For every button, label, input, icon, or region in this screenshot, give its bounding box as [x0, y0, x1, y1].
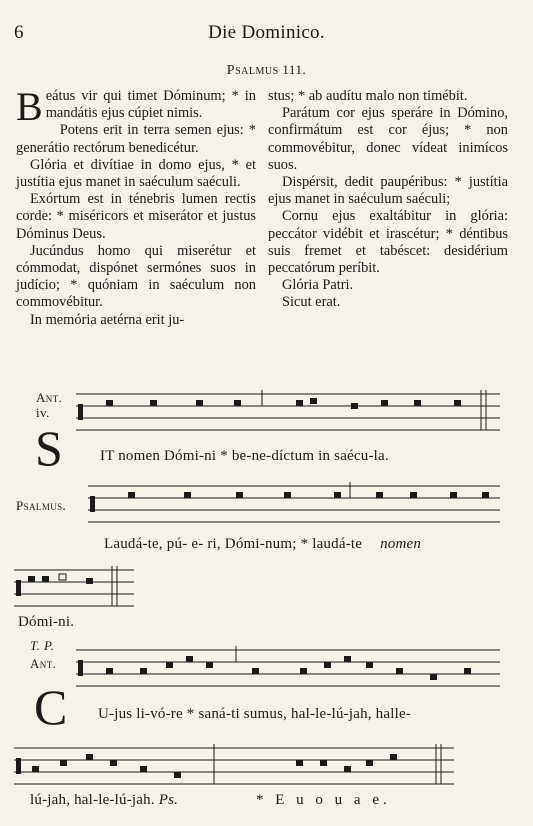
antiphon2-initial: C [34, 679, 68, 735]
drop-cap: B [16, 84, 43, 129]
verse-7: Parátum cor ejus speráre in Dómino, confirmátum est cor éjus; * non commovébitur, donec vídeat inimícos suos. [268, 105, 508, 173]
antiphon-lyrics: IT nomen Dómi-ni * be-ne-díctum in saécu-la. [100, 448, 389, 464]
verse-6: In memória aetérna erit ju- [30, 311, 185, 328]
psalm-tone-lyrics: Laudá-te, pú- e- ri, Dómi-num; * laudá-te nomen [104, 536, 422, 552]
gloria: Glória Patri. [282, 277, 354, 294]
antiphon-staff [76, 390, 500, 436]
antiphon2-staff [76, 646, 500, 692]
sicut-erat: Sicut erat. [282, 294, 341, 311]
psalmus-label: Psalmus. [16, 498, 67, 513]
psalm-label: Psalmus [226, 63, 279, 78]
antiphon2-staff-line2 [14, 744, 454, 790]
left-column [16, 84, 256, 329]
verse-4: Exórtum est in ténebris lumen rectis corde: * miséricors et miserátor et justus Dóminus Deus. [16, 191, 256, 242]
page-title: Die Dominico. [208, 22, 325, 43]
psalm-heading [0, 62, 533, 79]
antiphon-mode: iv. [36, 405, 50, 420]
right-column [268, 88, 508, 312]
verse-6-cont: stus; * ab audítu malo non timébit. [268, 88, 468, 104]
page-number: 6 [14, 22, 24, 43]
antiphon2-label: Ant. [30, 656, 57, 671]
verse-3: Glória et divítiae in domo ejus, * et justítia ejus manet in saéculum saéculi. [16, 156, 256, 191]
euouae: * E u o u a e. [256, 792, 391, 808]
verse-8: Dispérsit, dedit paupéribus: * justítia ejus manet in saéculum saéculi; [268, 174, 508, 208]
tp-label: T. P. [30, 638, 55, 653]
antiphon2-lyrics: U-jus li-vó-re * saná-ti sumus, hal-le-lú-jah, halle- [98, 706, 412, 722]
psalm-ending-staff [14, 566, 134, 612]
psalm-ending-lyrics: Dómi-ni. [18, 614, 75, 630]
antiphon-initial: S [35, 420, 63, 476]
psalm-tone-staff [88, 482, 500, 528]
verse-1: Beátus vir qui timet Dóminum; * in mandátis ejus cúpiet nimis. [16, 84, 256, 129]
verse-5: Jucúndus homo qui miserétur et cómmodat, dispónet sermónes suos in judício; * quóniam in saéculum non commovébitur. [16, 242, 256, 311]
antiphon-label: Ant. [36, 390, 63, 405]
verse-2: Potens erit in terra semen ejus: * generátio rectórum benedicétur. [16, 122, 256, 156]
verse-9: Cornu ejus exaltábitur in glória: peccátor vidébit et irascétur; * déntibus suis fremet et tabéscet: desidérium peccatórum períbit. [268, 208, 508, 277]
antiphon2-line2-lyrics: lú-jah, hal-le-lú-jah. Ps. [30, 792, 179, 808]
psalm-number: 111. [282, 62, 307, 77]
